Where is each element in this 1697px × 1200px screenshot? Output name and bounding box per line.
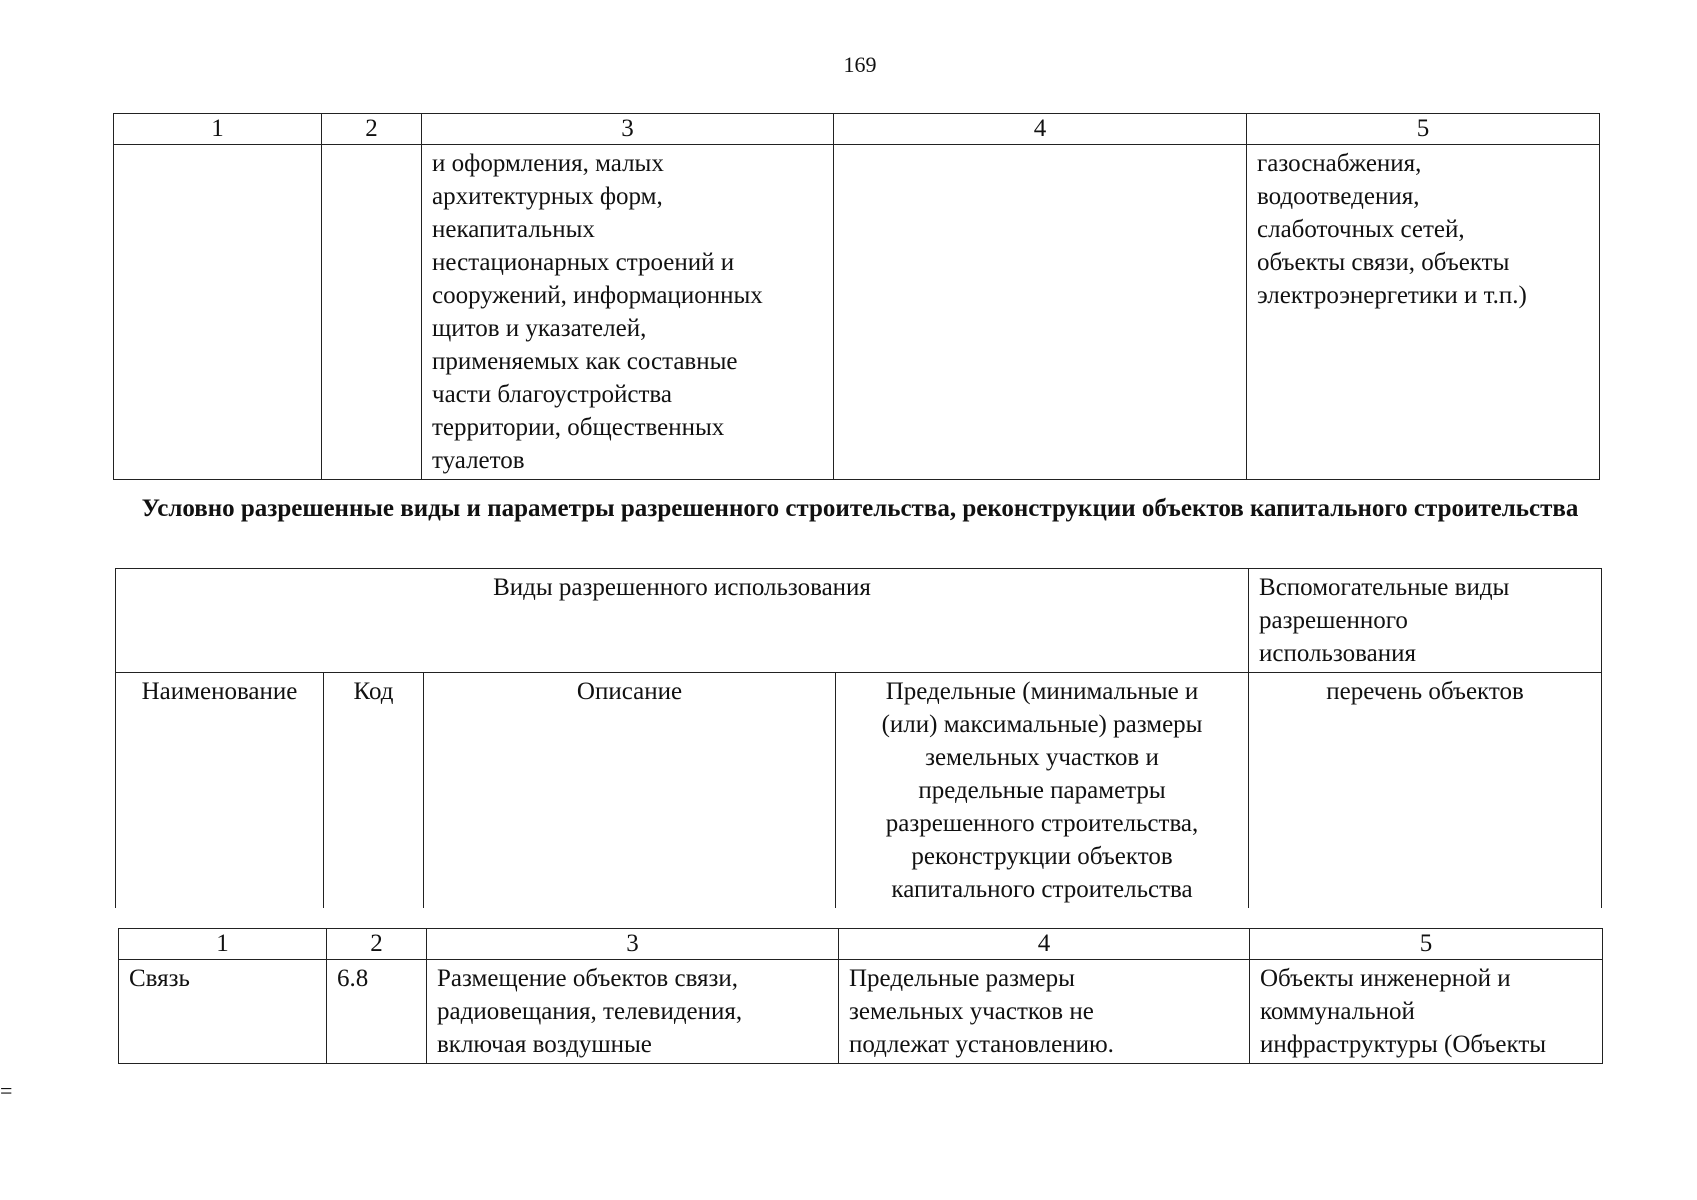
header-cell: 2 xyxy=(322,114,422,145)
margin-mark: = xyxy=(0,1078,13,1103)
header-cell: 2 xyxy=(327,929,427,960)
header-cell: 5 xyxy=(1250,929,1603,960)
table-header-row xyxy=(119,929,1603,960)
table-row xyxy=(114,145,1600,480)
column-header-description: Описание xyxy=(424,673,836,909)
group-header-cell: Виды разрешенного использования xyxy=(116,569,1249,673)
column-header-name: Наименование xyxy=(116,673,324,909)
table-header-block xyxy=(115,568,1602,908)
header-cell: 3 xyxy=(422,114,834,145)
header-cell: 1 xyxy=(114,114,322,145)
header-cell: 4 xyxy=(834,114,1247,145)
header-cell: 1 xyxy=(119,929,327,960)
cell-name xyxy=(114,145,322,480)
header-cell: 5 xyxy=(1247,114,1600,145)
header-cell: 4 xyxy=(839,929,1250,960)
cell-name: Связь xyxy=(119,960,327,1064)
header-cell: 3 xyxy=(427,929,839,960)
table-header-row xyxy=(114,114,1600,145)
section-title: Условно разрешенные виды и параметры разрешенного строительства, реконструкции объектов капитального строительства xyxy=(141,495,1579,522)
column-header-code: Код xyxy=(324,673,424,909)
cell-description: Размещение объектов связи, радиовещания, телевидения, включая воздушные xyxy=(427,960,839,1064)
cell-code: 6.8 xyxy=(327,960,427,1064)
table-data xyxy=(118,928,1603,1064)
group-header-row xyxy=(116,569,1602,673)
page-number: 169 xyxy=(843,52,877,77)
cell-auxiliary: газоснабжения, водоотведения, слаботочных сетей, объекты связи, объекты электроэнергетики и т.п.) xyxy=(1247,145,1600,480)
column-header-row xyxy=(116,673,1602,909)
cell-parameters: Предельные размеры земельных участков не подлежат установлению. xyxy=(839,960,1250,1064)
cell-parameters xyxy=(834,145,1247,480)
cell-code xyxy=(322,145,422,480)
column-header-objects: перечень объектов xyxy=(1249,673,1602,909)
aux-header-cell: Вспомогательные виды разрешенного использования xyxy=(1249,569,1602,673)
cell-description: и оформления, малых архитектурных форм, некапитальных нестационарных строений и сооружений, информационных щитов и указателей, применяемых как составные части благоустройства территории, общественных туалетов xyxy=(422,145,834,480)
table-row xyxy=(119,960,1603,1064)
column-header-parameters: Предельные (минимальные и (или) максимальные) размеры земельных участков и предельные параметры разрешенного строительства, реконструкции объектов капитального строительства xyxy=(836,673,1249,909)
cell-auxiliary: Объекты инженерной и коммунальной инфраструктуры (Объекты xyxy=(1250,960,1603,1064)
table-continuation xyxy=(113,113,1600,480)
